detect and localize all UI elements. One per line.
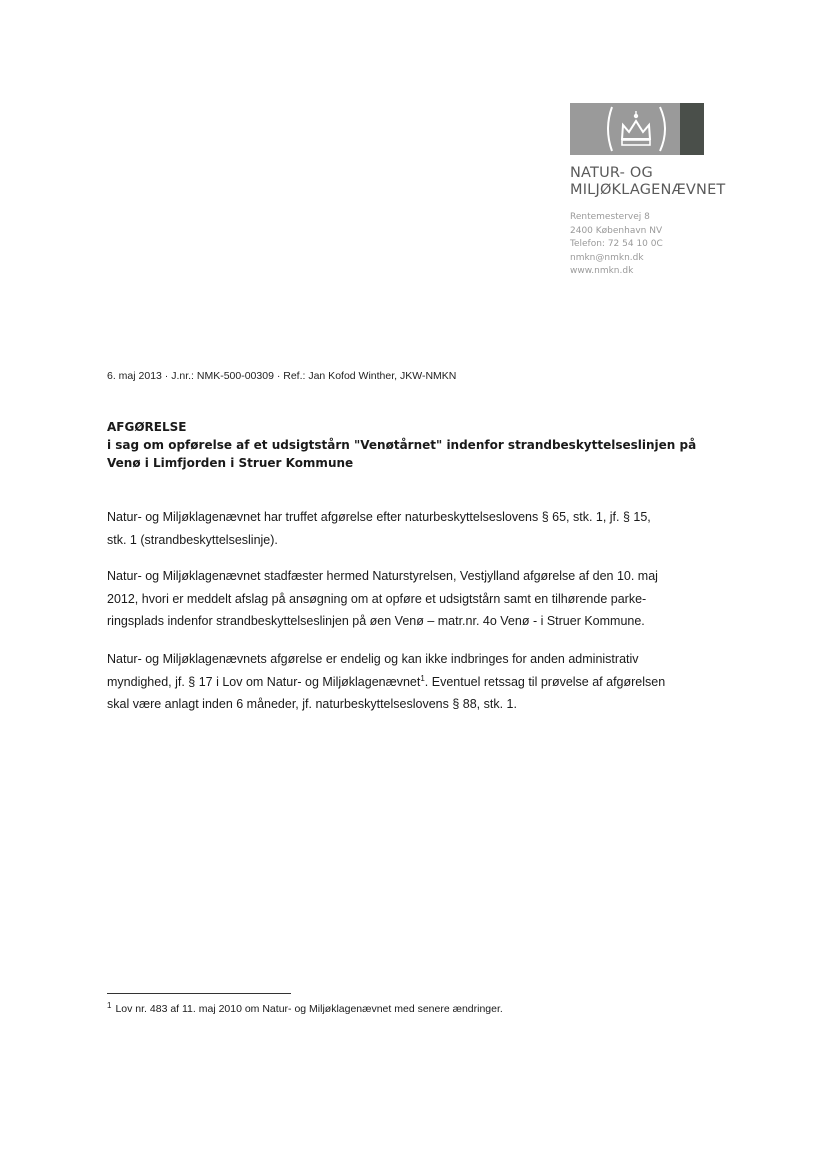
paragraph-line: Natur- og Miljøklagenævnet stadfæster hermed Naturstyrelsen, Vestjylland afgørelse af den 10. maj xyxy=(107,569,658,583)
paragraph-line: stk. 1 (strandbeskyttelseslinje). xyxy=(107,532,278,547)
line-text: myndighed, jf. § 17 i Lov om Natur- og Miljøklagenævnet xyxy=(107,674,421,689)
address-city: 2400 København NV xyxy=(570,225,663,236)
address-street: Rentemestervej 8 xyxy=(570,212,650,222)
footnote-divider xyxy=(107,993,291,994)
paragraph-3 xyxy=(107,648,707,716)
decision-title xyxy=(107,418,727,472)
email: nmkn@nmkn.dk xyxy=(570,252,644,263)
logo xyxy=(570,103,704,155)
crown-emblem-icon xyxy=(594,103,680,155)
title-heading: AFGØRELSE xyxy=(107,420,187,434)
paragraph-line: Natur- og Miljøklagenævnets afgørelse er endelig og kan ikke indbringes for anden administrativ xyxy=(107,652,639,666)
org-name-line1: NATUR- OG xyxy=(570,165,653,181)
paragraph-line: ringsplads indenfor strandbeskyttelseslinjen på øen Venø – matr.nr. 4o Venø - i Struer Kommune. xyxy=(107,614,645,628)
footnote xyxy=(107,1000,503,1015)
website: www.nmkn.dk xyxy=(570,266,634,276)
line-text: . Eventuel retssag til prøvelse af afgørelsen xyxy=(424,674,666,689)
title-line2: Venø i Limfjorden i Struer Kommune xyxy=(107,456,354,470)
org-name-line2: MILJØKLAGENÆVNET xyxy=(570,182,726,198)
footnote-reference[interactable]: 1 xyxy=(420,673,425,683)
paragraph-line: Natur- og Miljøklagenævnet har truffet afgørelse efter naturbeskyttelseslovens § 65, stk. 1, jf. § 15, xyxy=(107,510,651,524)
logo-side-bar xyxy=(680,103,704,155)
paragraph-line: 2012, hvori er meddelt afslag på ansøgning om at opføre et udsigtstårn samt en tilhørende parke- xyxy=(107,591,647,606)
paragraph-line xyxy=(107,671,707,694)
organization-name xyxy=(570,165,770,199)
phone: Telefon: 72 54 10 0C xyxy=(570,239,663,249)
footnote-marker: 1 xyxy=(107,1000,112,1010)
paragraph-line: skal være anlagt inden 6 måneder, jf. naturbeskyttelseslovens § 88, stk. 1. xyxy=(107,697,517,711)
paragraph-1 xyxy=(107,506,707,551)
paragraph-2 xyxy=(107,565,707,633)
contact-info xyxy=(570,211,760,279)
title-line1: i sag om opførelse af et udsigtstårn "Venøtårnet" indenfor strandbeskyttelseslinjen på xyxy=(107,438,697,452)
reference-line: 6. maj 2013 · J.nr.: NMK-500-00309 · Ref.: Jan Kofod Winther, JKW-NMKN xyxy=(107,370,457,382)
footnote-text: Lov nr. 483 af 11. maj 2010 om Natur- og Miljøklagenævnet med senere ændringer. xyxy=(115,1003,503,1015)
